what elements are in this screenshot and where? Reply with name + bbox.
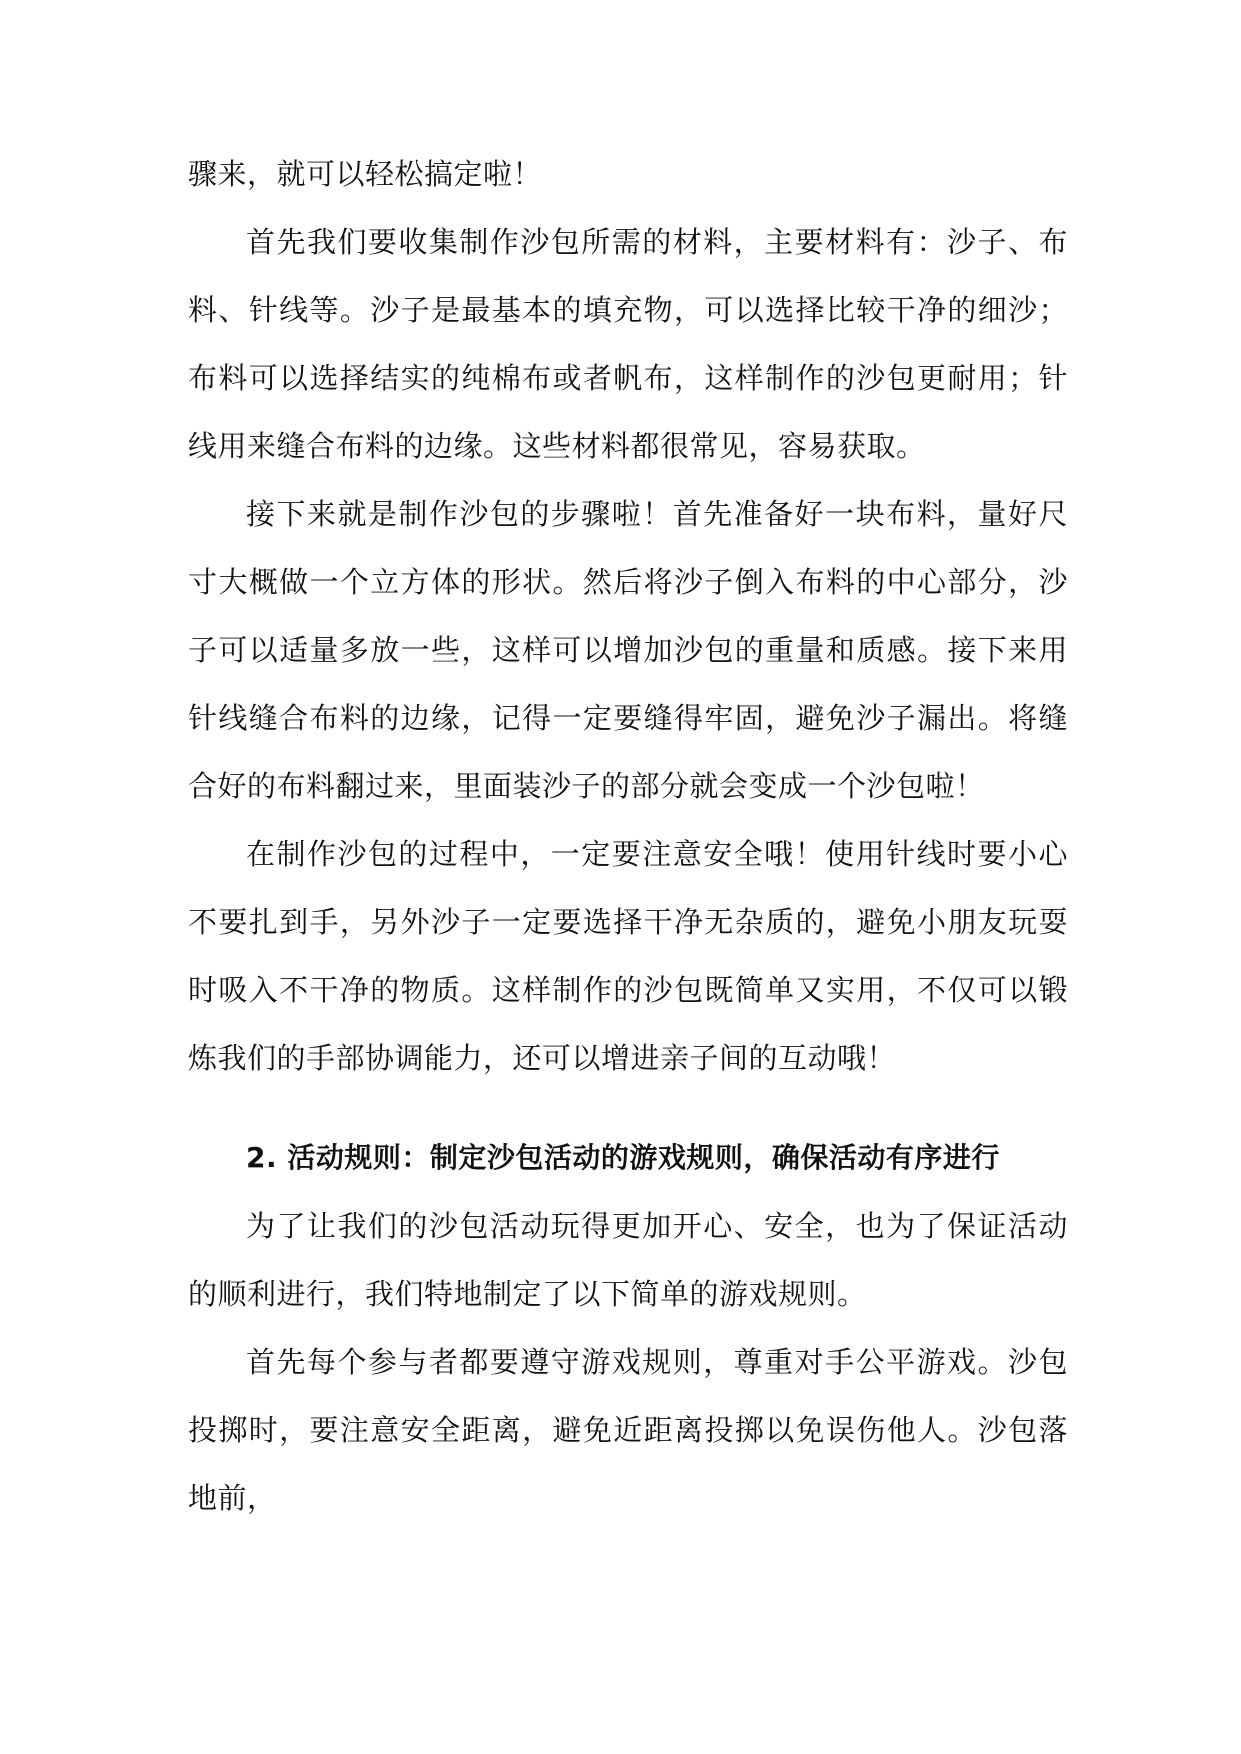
paragraph-rules-first: 首先每个参与者都要遵守游戏规则，尊重对手公平游戏。沙包投掷时，要注意安全距离，避免近距离投掷以免误伤他人。沙包落地前，: [188, 1345, 1068, 1515]
paragraph-rules-intro: 为了让我们的沙包活动玩得更加开心、安全，也为了保证活动的顺利进行，我们特地制定了以下简单的游戏规则。: [188, 1209, 1068, 1311]
section-heading-rules: 2. 活动规则：制定沙包活动的游戏规则，确保活动有序进行: [246, 1141, 1000, 1174]
paragraph-continuation: 骤来，就可以轻松搞定啦！: [188, 157, 543, 191]
document-body: [188, 140, 1068, 1532]
paragraph-safety: 在制作沙包的过程中，一定要注意安全哦！使用针线时要小心不要扎到手，另外沙子一定要选择干净无杂质的，避免小朋友玩耍时吸入不干净的物质。这样制作的沙包既简单又实用，不仅可以锻炼我们的手部协调能力，还可以增进亲子间的互动哦！: [188, 837, 1068, 1075]
paragraph-steps: 接下来就是制作沙包的步骤啦！首先准备好一块布料，量好尺寸大概做一个立方体的形状。然后将沙子倒入布料的中心部分，沙子可以适量多放一些，这样可以增加沙包的重量和质感。接下来用针线缝合布料的边缘，记得一定要缝得牢固，避免沙子漏出。将缝合好的布料翻过来，里面装沙子的部分就会变成一个沙包啦！: [188, 497, 1068, 803]
paragraph-materials: 首先我们要收集制作沙包所需的材料，主要材料有：沙子、布料、针线等。沙子是最基本的填充物，可以选择比较干净的细沙；布料可以选择结实的纯棉布或者帆布，这样制作的沙包更耐用；针线用来缝合布料的边缘。这些材料都很常见，容易获取。: [188, 225, 1068, 463]
